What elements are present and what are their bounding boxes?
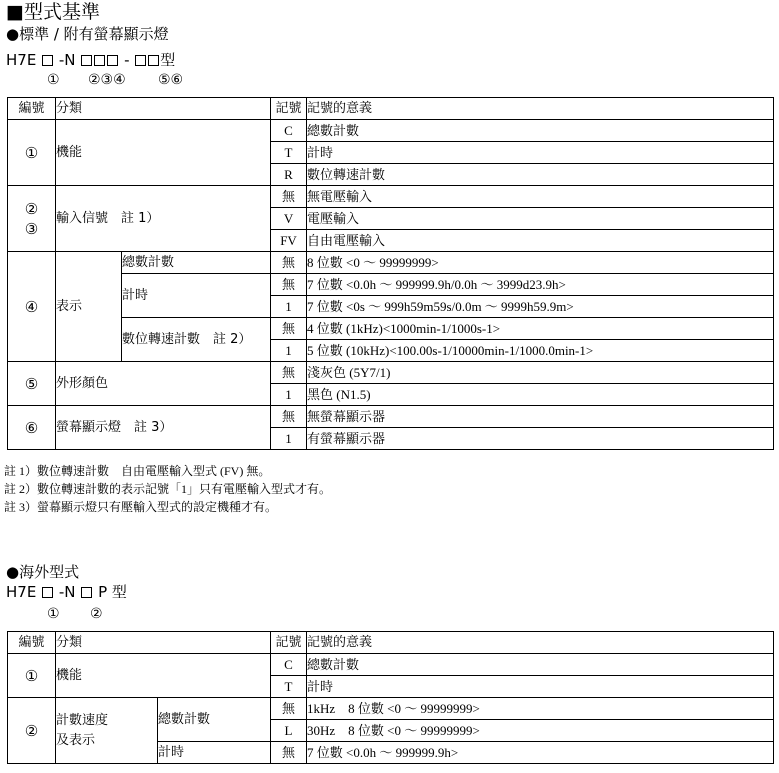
row-symbol: 無 bbox=[271, 406, 307, 428]
overseas-model-code bbox=[6, 582, 127, 602]
model-suffix: P 型 bbox=[98, 583, 127, 601]
row-meaning: 計時 bbox=[307, 142, 774, 164]
box-3 bbox=[94, 55, 105, 66]
row-symbol: 無 bbox=[271, 698, 307, 720]
box-2 bbox=[81, 587, 92, 598]
box-5 bbox=[135, 55, 146, 66]
table-header bbox=[8, 632, 774, 654]
row-num: ⑤ bbox=[8, 362, 56, 406]
header-num: 編號 bbox=[8, 98, 56, 120]
box-1 bbox=[42, 587, 53, 598]
row-class: 機能 bbox=[56, 654, 271, 698]
header-meaning: 記號的意義 bbox=[307, 632, 774, 654]
index-2: ② bbox=[90, 606, 103, 622]
row-meaning: 7 位數 <0.0h ～ 999999.9h> bbox=[307, 742, 774, 764]
row-symbol: 無 bbox=[271, 318, 307, 340]
header-meaning: 記號的意義 bbox=[307, 98, 774, 120]
row-meaning: 自由電壓輸入 bbox=[307, 230, 774, 252]
row-meaning: 7 位數 <0.0h ～ 999999.9h/0.0h ～ 3999d23.9h> bbox=[307, 274, 774, 296]
num-3: ③ bbox=[24, 219, 39, 238]
row-meaning: 淺灰色 (5Y7/1) bbox=[307, 362, 774, 384]
row-symbol: T bbox=[271, 142, 307, 164]
row-num: ① bbox=[8, 654, 56, 698]
model-dash: - bbox=[124, 51, 130, 69]
num-2: ② bbox=[24, 199, 39, 218]
row-symbol: L bbox=[271, 720, 307, 742]
row-symbol: FV bbox=[271, 230, 307, 252]
row-class: 螢幕顯示燈 註 3） bbox=[56, 406, 271, 450]
table-row bbox=[8, 698, 774, 720]
row-symbol: C bbox=[271, 120, 307, 142]
row-meaning: 總數計數 bbox=[307, 654, 774, 676]
row-symbol: 無 bbox=[271, 362, 307, 384]
row-class: 表示 bbox=[56, 252, 122, 362]
row-meaning: 8 位數 <0 ～ 99999999> bbox=[307, 252, 774, 274]
row-symbol: T bbox=[271, 676, 307, 698]
class-line-2: 及表示 bbox=[56, 732, 96, 748]
row-subclass: 數位轉速計數 註 2） bbox=[122, 318, 271, 362]
row-meaning: 7 位數 <0s ～ 999h59m59s/0.0m ～ 9999h59.9m> bbox=[307, 296, 774, 318]
row-symbol: 無 bbox=[271, 186, 307, 208]
row-subclass: 計時 bbox=[122, 274, 271, 318]
row-class bbox=[56, 698, 158, 764]
row-subclass: 總數計數 bbox=[158, 698, 271, 742]
box-1 bbox=[42, 55, 53, 66]
row-class: 外形顏色 bbox=[56, 362, 271, 406]
row-subclass: 計時 bbox=[158, 742, 271, 764]
row-symbol: 1 bbox=[271, 428, 307, 450]
section2-heading: ●海外型式 bbox=[6, 563, 80, 581]
row-meaning: 4 位數 (1kHz)<1000min-1/1000s-1> bbox=[307, 318, 774, 340]
row-symbol: R bbox=[271, 164, 307, 186]
note-3: 註 3）螢幕顯示燈只有壓輸入型式的設定機種才有。 bbox=[4, 500, 278, 514]
row-meaning: 無電壓輸入 bbox=[307, 186, 774, 208]
table-row bbox=[8, 362, 774, 384]
row-symbol: V bbox=[271, 208, 307, 230]
model-n: -N bbox=[58, 583, 76, 601]
row-meaning: 計時 bbox=[307, 676, 774, 698]
header-class: 分類 bbox=[56, 632, 271, 654]
table-row bbox=[8, 186, 774, 208]
model-code bbox=[6, 50, 175, 70]
row-class: 輸入信號 註 1） bbox=[56, 186, 271, 252]
row-symbol: 1 bbox=[271, 340, 307, 362]
row-symbol: 無 bbox=[271, 274, 307, 296]
row-num bbox=[8, 186, 56, 252]
row-meaning: 30Hz 8 位數 <0 ～ 99999999> bbox=[307, 720, 774, 742]
row-meaning: 總數計數 bbox=[307, 120, 774, 142]
model-n: -N bbox=[58, 51, 76, 69]
notes bbox=[4, 462, 331, 516]
row-meaning: 1kHz 8 位數 <0 ～ 99999999> bbox=[307, 698, 774, 720]
model-suffix: 型 bbox=[160, 51, 176, 69]
row-num: ② bbox=[8, 698, 56, 764]
note-2: 註 2）數位轉速計數的表示記號「1」只有電壓輸入型式才有。 bbox=[4, 482, 332, 496]
box-6 bbox=[148, 55, 159, 66]
row-meaning: 數位轉速計數 bbox=[307, 164, 774, 186]
row-num: ① bbox=[8, 120, 56, 186]
table-header bbox=[8, 98, 774, 120]
index-5-6: ⑤⑥ bbox=[158, 72, 184, 88]
table-row bbox=[8, 318, 774, 340]
note-1: 註 1）數位轉速計數 自由電壓輸入型式 (FV) 無。 bbox=[4, 464, 271, 478]
model-prefix: H7E bbox=[6, 51, 37, 69]
model-prefix: H7E bbox=[6, 583, 37, 601]
header-symbol: 記號 bbox=[271, 632, 307, 654]
row-symbol: C bbox=[271, 654, 307, 676]
section1-heading: ●標準 / 附有螢幕顯示燈 bbox=[6, 25, 169, 43]
row-class: 機能 bbox=[56, 120, 271, 186]
row-meaning: 黑色 (N1.5) bbox=[307, 384, 774, 406]
row-subclass: 總數計數 bbox=[122, 252, 271, 274]
row-symbol: 1 bbox=[271, 384, 307, 406]
row-meaning: 無螢幕顯示器 bbox=[307, 406, 774, 428]
overseas-spec-table bbox=[7, 631, 774, 764]
table-row bbox=[8, 120, 774, 142]
table-row bbox=[8, 654, 774, 676]
row-meaning: 電壓輸入 bbox=[307, 208, 774, 230]
class-line-1: 計數速度 bbox=[56, 712, 109, 728]
table-row bbox=[8, 406, 774, 428]
page-title: ■型式基準 bbox=[6, 1, 100, 23]
table-row bbox=[8, 274, 774, 296]
index-1: ① bbox=[47, 72, 60, 88]
row-num: ⑥ bbox=[8, 406, 56, 450]
box-2 bbox=[81, 55, 92, 66]
row-symbol: 無 bbox=[271, 742, 307, 764]
row-symbol: 無 bbox=[271, 252, 307, 274]
row-meaning: 有螢幕顯示器 bbox=[307, 428, 774, 450]
spec-table bbox=[7, 97, 774, 450]
row-symbol: 1 bbox=[271, 296, 307, 318]
row-meaning: 5 位數 (10kHz)<100.00s-1/10000min-1/1000.0min-1> bbox=[307, 340, 774, 362]
box-4 bbox=[107, 55, 118, 66]
row-num: ④ bbox=[8, 252, 56, 362]
header-class: 分類 bbox=[56, 98, 271, 120]
index-1: ① bbox=[47, 606, 60, 622]
index-2-4: ②③④ bbox=[88, 72, 126, 88]
header-symbol: 記號 bbox=[271, 98, 307, 120]
table-row bbox=[8, 252, 774, 274]
header-num: 編號 bbox=[8, 632, 56, 654]
